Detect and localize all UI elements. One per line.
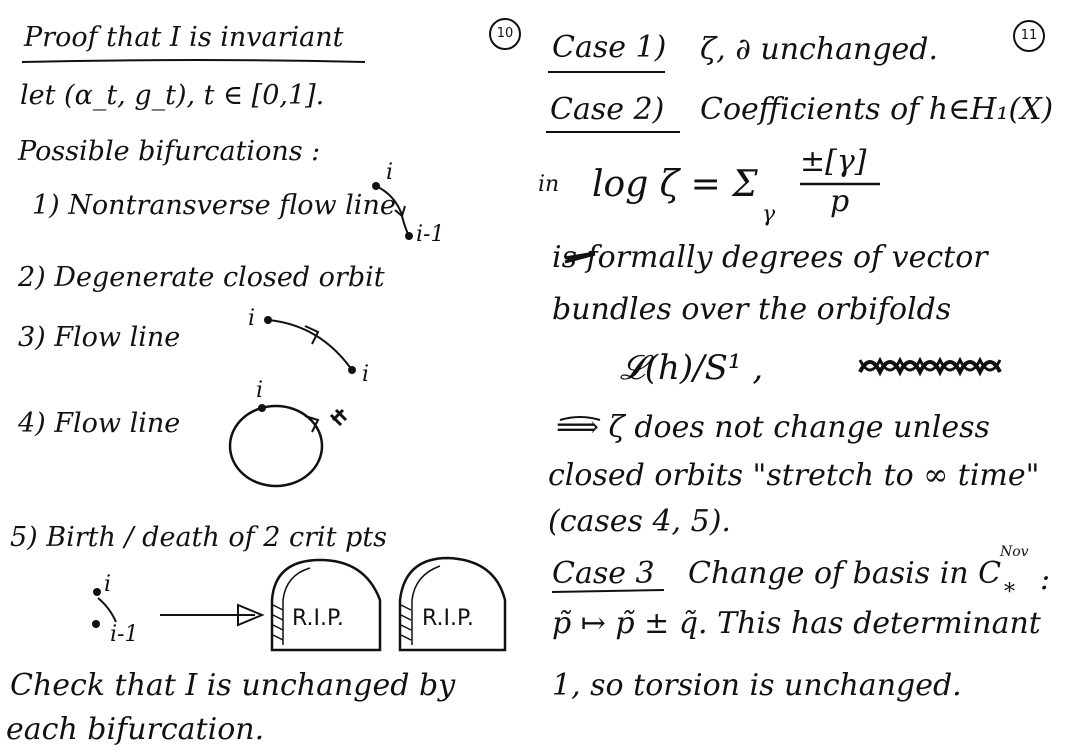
label-i-minus-1-1: i-1 xyxy=(416,222,445,247)
label-i-1: i xyxy=(386,160,394,185)
item-2: 2) Degenerate closed orbit xyxy=(18,262,385,293)
tombstone-1-text: R.I.P. xyxy=(292,606,344,631)
case2-text: Coefficients of h∈H₁(X) xyxy=(700,92,1054,127)
case3-super: Nov xyxy=(1000,544,1029,560)
formula-sub: γ xyxy=(762,202,776,227)
let-line: let (α_t, g_t), t ∈ [0,1]. xyxy=(20,80,325,111)
case3-text: Change of basis in C xyxy=(688,556,1002,591)
line-cases: (cases 4, 5). xyxy=(548,504,731,539)
label-i-4: i xyxy=(256,378,264,403)
item-4: 4) Flow line xyxy=(18,408,181,439)
line-torsion: 1, so torsion is unchanged. xyxy=(552,668,962,703)
case3-colon: : xyxy=(1040,562,1051,597)
tombstone-1 xyxy=(272,560,380,650)
line-bundles: bundles over the orbifolds xyxy=(552,292,952,327)
page-number-right: 11 xyxy=(1013,20,1045,52)
possible-bifurcations: Possible bifurcations : xyxy=(18,136,321,167)
check-line-1: Check that I is unchanged by xyxy=(10,668,456,703)
label-i-minus-1-5: i-1 xyxy=(110,622,139,647)
line-is: is formally degrees of vector xyxy=(552,240,988,275)
flow-line-circle-sketch xyxy=(230,404,346,486)
case3-sub: * xyxy=(1004,580,1015,605)
item-3: 3) Flow line xyxy=(18,322,181,353)
item-1: 1) Nontransverse flow line xyxy=(32,190,396,221)
tombstone-2-text: R.I.P. xyxy=(422,606,474,631)
formula-lhs: log ζ = Σ xyxy=(592,164,758,205)
check-line-2: each bifurcation. xyxy=(6,712,265,747)
formula-den: p xyxy=(830,184,850,219)
label-i-3b: i xyxy=(362,362,370,387)
label-i-3a: i xyxy=(248,306,256,331)
case1-label: Case 1) xyxy=(552,30,667,65)
formula-in: in xyxy=(538,172,560,197)
case1-text: ζ, ∂ unchanged. xyxy=(700,32,939,67)
flow-line-sketch-3 xyxy=(264,316,356,374)
line-L: 𝓛(h)/S¹ , xyxy=(620,348,764,388)
formula-num: ±[γ] xyxy=(800,144,867,179)
line-implies: ⟹ ζ does not change unless xyxy=(556,410,990,445)
scribble-mark xyxy=(860,360,1000,372)
page-number-left: 10 xyxy=(489,18,521,50)
case2-label: Case 2) xyxy=(550,92,665,127)
tombstone-2 xyxy=(400,558,505,650)
proof-heading: Proof that I is invariant xyxy=(24,22,344,53)
line-closed: closed orbits "stretch to ∞ time" xyxy=(548,458,1040,493)
item-5: 5) Birth / death of 2 crit pts xyxy=(10,522,388,553)
label-i-5: i xyxy=(104,572,112,597)
case3-label: Case 3 xyxy=(552,556,655,591)
line-p: p̃ ↦ p̃ ± q̃. This has determinant xyxy=(552,606,1041,641)
